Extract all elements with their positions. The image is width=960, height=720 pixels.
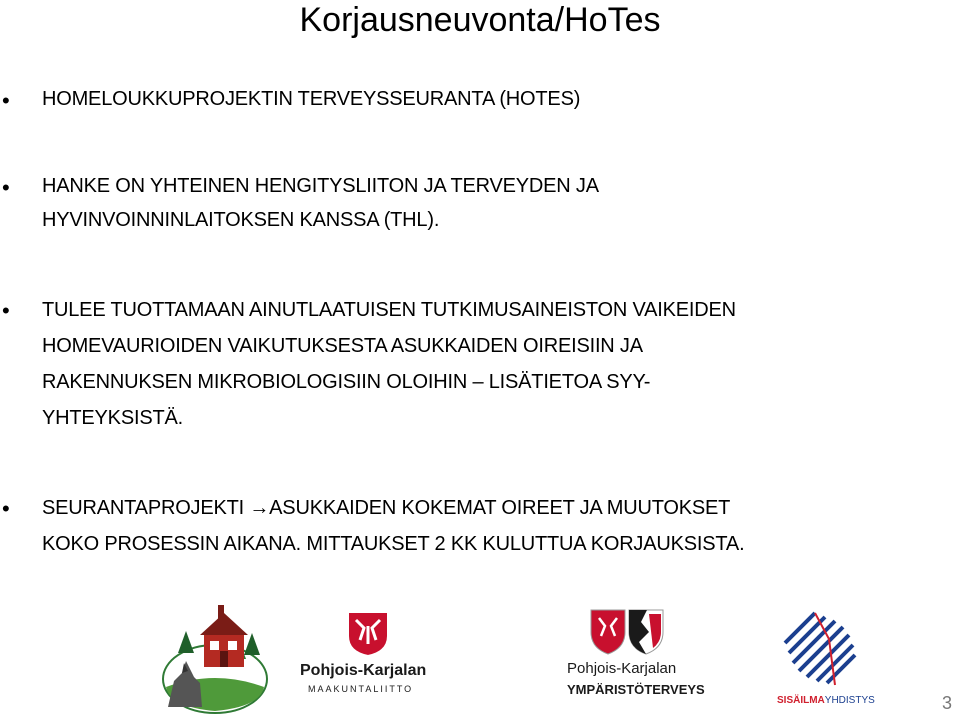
bullet-dot: • (2, 298, 10, 323)
sisailma-stripes-icon (775, 603, 875, 695)
homeloukku-logo (160, 603, 270, 715)
bullet-line: KOKO PROSESSIN AIKANA. MITTAUKSET 2 KK KULUTTUA KORJAUKSISTA. (42, 533, 745, 555)
coat-of-arms-icon (344, 610, 392, 658)
maakuntaliitto-logo (290, 610, 445, 706)
bullet-line: TULEE TUOTTAMAAN AINUTLAATUISEN TUTKIMUSAINEISTON VAIKEIDEN (42, 299, 736, 321)
maakuntaliitto-subtitle: MAAKUNTALIITTO (308, 684, 414, 694)
sisailma-part: SISÄILMA (777, 695, 825, 706)
bullet-line: YHTEYKSISTÄ. (42, 407, 183, 429)
bullet-dot: • (2, 496, 10, 521)
bullet-line: HANKE ON YHTEINEN HENGITYSLIITON JA TERVEYDEN JA (42, 175, 599, 197)
bullet-text (42, 292, 957, 436)
ymparistoterveys-name: Pohjois-Karjalan (567, 660, 677, 677)
bullet-line: HOMELOUKKUPROJEKTIN TERVEYSSEURANTA (HOTES) (42, 88, 581, 110)
bullet-dot: • (2, 175, 10, 200)
sisailmayhdistys-logo (775, 603, 875, 709)
sisailmayhdistys-name (777, 695, 875, 706)
coat-of-arms-icon (589, 608, 665, 656)
ymparistoterveys-logo (545, 608, 710, 708)
bullet-line: SEURANTAPROJEKTI →ASUKKAIDEN KOKEMAT OIREET JA MUUTOKSET (42, 497, 731, 519)
bullet-text (42, 169, 957, 237)
page-number: 3 (941, 693, 952, 713)
yhdistys-part: YHDISTYS (824, 695, 875, 706)
bullet-line: HOMEVAURIOIDEN VAIKUTUKSESTA ASUKKAIDEN OIREISIIN JA (42, 335, 643, 357)
bullet-text (42, 490, 957, 562)
bullet-dot: • (2, 88, 10, 113)
bullet-line: RAKENNUKSEN MIKROBIOLOGISIIN OLOIHIN – LISÄTIETOA SYY- (42, 371, 651, 393)
bullet-text (42, 82, 957, 116)
bullet-line: HYVINVOINNINLAITOKSEN KANSSA (THL). (42, 209, 440, 231)
house-wolf-icon (160, 603, 270, 715)
slide-title: Korjausneuvonta/HoTes (299, 1, 661, 39)
ymparistoterveys-subtitle: YMPÄRISTÖTERVEYS (567, 682, 705, 697)
maakuntaliitto-name: Pohjois-Karjalan (300, 662, 427, 679)
